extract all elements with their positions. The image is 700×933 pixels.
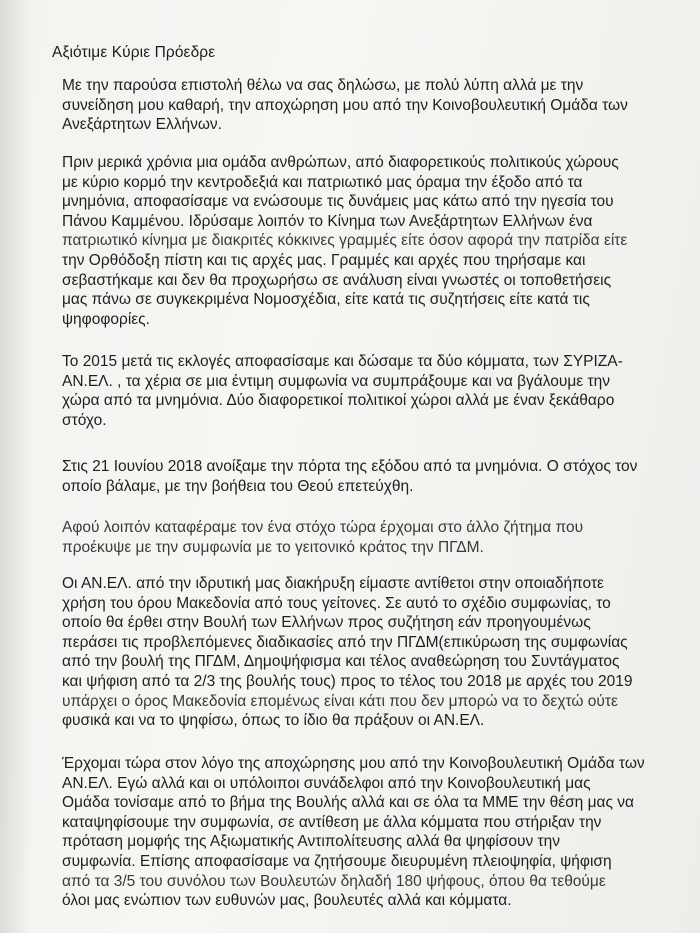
- paragraph-line: με κύριο κορμό την κεντροδεξιά και πατριωτικό μας όραμα την έξοδο από τα: [62, 173, 583, 191]
- paragraph-line: Πάνου Καμμένου. Ιδρύσαμε λοιπόν το Κίνημα των Ανεξάρτητων Ελλήνων ένα: [62, 212, 593, 230]
- paragraph-line: οποίο βάλαμε, με την βοήθεια του Θεού επετεύχθη.: [62, 477, 414, 495]
- paragraph-1: [62, 76, 682, 135]
- paragraph-line: ψηφοφορίες.: [62, 310, 150, 328]
- paragraph-line: σεβαστήκαμε και δεν θα προχωρήσω σε ανάλυση είναι γνωστές οι τοποθετήσεις: [62, 271, 612, 289]
- paragraph-line: Έρχομαι τώρα στον λόγο της αποχώρησης μου από την Κοινοβουλευτική Ομάδα των: [62, 755, 645, 772]
- paragraph-line: Ομάδα τονίσαμε από το βήμα της Βουλής αλλά και σε όλα τα ΜΜΕ την θέση μας να: [62, 794, 634, 812]
- paragraph-line: μνημόνια, αποφασίσαμε να ενώσουμε τις δυνάμεις μας κάτω από την ηγεσία του: [62, 193, 614, 211]
- paragraph-line: πρόταση μομφής της Αξιωματικής Αντιπολίτευσης αλλά θα ψηφίσουν την: [62, 833, 561, 851]
- paragraph-7: [62, 754, 682, 911]
- paragraph-line: από την βουλή της ΠΓΔΜ, Δημοψήφισμα και τέλος αναθεώρηση του Συντάγματος: [62, 653, 620, 671]
- paragraph-line: υπάρχει ο όρος Μακεδονία επομένως είναι κάτι που δεν μπορώ να το δεχτώ ούτε: [62, 692, 618, 710]
- paragraph-line: Το 2015 μετά τις εκλογές αποφασίσαμε και δώσαμε τα δύο κόμματα, των ΣΥΡΙΖΑ-: [62, 353, 623, 370]
- paragraph-line: περάσει τις προβλεπόμενες διαδικασίες από την ΠΓΔΜ(επικύρωση της συμφωνίας: [62, 633, 628, 651]
- paragraph-line: την Ορθόδοξη πίστη και τις αρχές μας. Γραμμές και αρχές που τηρήσαμε και: [62, 251, 586, 269]
- paragraph-line: και ψήφιση από τα 2/3 της βουλής τους) προς το τέλος του 2018 με αρχές του 2019: [62, 672, 633, 690]
- paragraph-line: ΑΝ.ΕΛ. Εγώ αλλά και οι υπόλοιποι συνάδελφοι από την Κοινοβουλευτική μας: [62, 774, 591, 792]
- letter-greeting: Αξιότιμε Κύριε Πρόεδρε: [52, 44, 216, 61]
- paragraph-line: από τα 3/5 του συνόλου των Βουλευτών δηλαδή 180 ψήφους, όπου θα τεθούμε: [62, 872, 606, 890]
- paragraph-line: Στις 21 Ιουνίου 2018 ανοίξαμε την πόρτα της εξόδου από τα μνημόνια. Ο στόχος τον: [62, 458, 638, 475]
- paragraph-3: [62, 352, 682, 430]
- paragraph-line: καταψηφίσουμε την συμφωνία, σε αντίθεση με άλλα κόμματα που στήριξαν την: [62, 813, 602, 831]
- paragraph-line: χώρα από τα μνημόνια. Δύο διαφορετικοί πολιτικοί χώροι αλλά με έναν ξεκάθαρο: [62, 392, 615, 410]
- paragraph-line: προέκυψε με την συμφωνία με το γειτονικό κράτος την ΠΓΔΜ.: [62, 538, 484, 556]
- paragraph-6: [62, 574, 682, 731]
- paragraph-line: μας πάνω σε συγκεκριμένα Νομοσχέδια, είτε κατά τις συζητήσεις είτε κατά τις: [62, 291, 590, 309]
- paragraph-line: οποίο θα έρθει στην Βουλή των Ελλήνων προς συζήτηση εάν προηγουμένως: [62, 614, 591, 632]
- paragraph-line: φυσικά και να το ψηφίσω, όπως το ίδιο θα πράξουν οι ΑΝ.ΕΛ.: [62, 712, 485, 730]
- paragraph-line: Πριν μερικά χρόνια μια ομάδα ανθρώπων, από διαφορετικούς πολιτικούς χώρους: [62, 154, 619, 171]
- paragraph-line: πατριωτικό κίνημα με διακριτές κόκκινες γραμμές είτε όσον αφορά την πατρίδα είτε: [62, 232, 628, 250]
- paragraph-line: συνείδηση μου καθαρή, την αποχώρηση μου από την Κοινοβουλευτική Ομάδα των: [62, 96, 628, 114]
- paragraph-line: Αφού λοιπόν καταφέραμε τον ένα στόχο τώρα έρχομαι στο άλλο ζήτημα που: [62, 519, 584, 536]
- paragraph-line: στόχο.: [62, 411, 107, 429]
- paragraph-2: [62, 153, 682, 329]
- paragraph-line: χρήση του όρου Μακεδονία από τους γείτονες. Σε αυτό το σχέδιο συμφωνίας, το: [62, 594, 611, 612]
- paragraph-line: ΑΝ.ΕΛ. , τα χέρια σε μια έντιμη συμφωνία να συμπράξουμε και να βγάλουμε την: [62, 372, 610, 390]
- paragraph-4: [62, 457, 682, 496]
- paragraph-line: Ανεξάρτητων Ελλήνων.: [62, 116, 222, 134]
- paragraph-line: Οι ΑΝ.ΕΛ. από την ιδρυτική μας διακήρυξη είμαστε αντίθετοι στην οποιαδήποτε: [62, 575, 604, 592]
- paragraph-line: Με την παρούσα επιστολή θέλω να σας δηλώσω, με πολύ λύπη αλλά με την: [62, 77, 584, 94]
- page-shadow: [0, 0, 32, 933]
- paragraph-line: συμφωνία. Επίσης αποφασίσαμε να ζητήσουμε διευρυμένη πλειοψηφία, ψήφιση: [62, 852, 612, 870]
- paragraph-line: όλοι μας ενώπιον των ευθυνών μας, βουλευτές αλλά και κόμματα.: [62, 892, 512, 910]
- paragraph-5: [62, 518, 682, 557]
